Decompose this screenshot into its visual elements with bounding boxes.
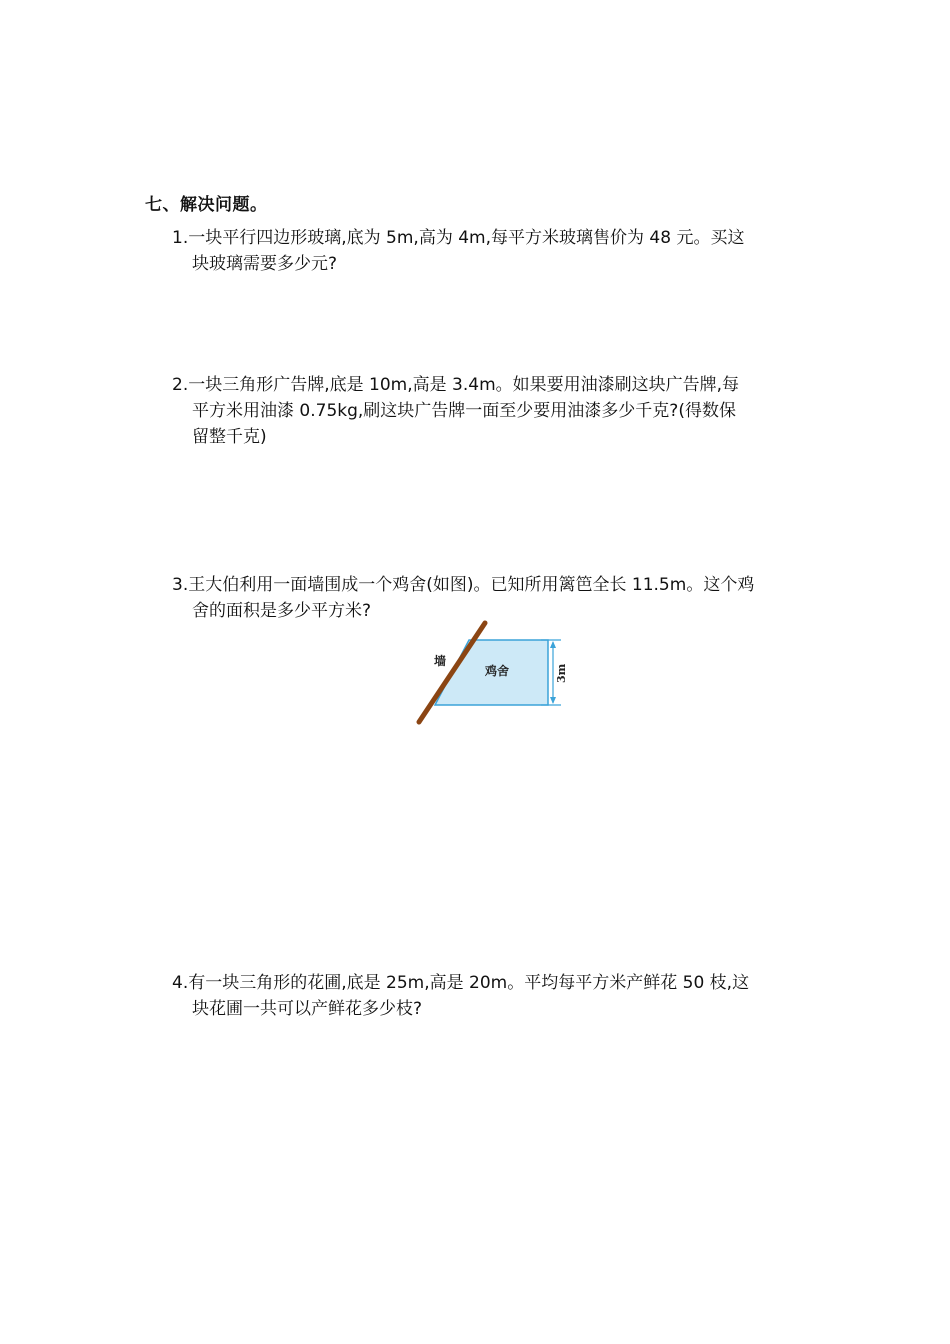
problem-4-number: 4. <box>172 973 189 993</box>
problem-3-number: 3. <box>172 575 189 595</box>
wall-label: 墙 <box>434 654 447 668</box>
problem-2-line-3: 留整千克) <box>192 427 267 447</box>
coop-label: 鸡舍 <box>485 664 510 678</box>
height-arrow-up <box>550 641 556 648</box>
problem-3-line-2: 舍的面积是多少平方米? <box>192 601 372 621</box>
height-label: 3m <box>555 663 568 683</box>
problem-2-line-2: 平方米用油漆 0.75kg,刷这块广告牌一面至少要用油漆多少千克?(得数保 <box>192 401 736 421</box>
problem-1 <box>172 225 812 277</box>
problem-2 <box>172 372 812 450</box>
chicken-coop-figure <box>405 615 585 735</box>
problem-4-line-1 <box>172 970 812 996</box>
problem-3-line-1 <box>172 572 812 598</box>
problem-2-text-1: 一块三角形广告牌,底是 10m,高是 3.4m。如果要用油漆刷这块广告牌,每 <box>188 375 740 395</box>
section-title: 七、解决问题。 <box>145 195 268 215</box>
problem-4-text-1: 有一块三角形的花圃,底是 25m,高是 20m。平均每平方米产鲜花 50 枝,这 <box>188 973 750 993</box>
problem-2-number: 2. <box>172 375 189 395</box>
problem-1-text-1: 一块平行四边形玻璃,底为 5m,高为 4m,每平方米玻璃售价为 48 元。买这 <box>188 228 745 248</box>
problem-1-line-2: 块玻璃需要多少元? <box>192 254 338 274</box>
problem-3-text-1: 王大伯利用一面墙围成一个鸡舍(如图)。已知所用篱笆全长 11.5m。这个鸡 <box>188 575 755 595</box>
height-arrow-down <box>550 697 556 704</box>
problem-2-line-1 <box>172 372 812 398</box>
problem-1-number: 1. <box>172 228 189 248</box>
problem-4-line-2: 块花圃一共可以产鲜花多少枝? <box>192 999 423 1019</box>
problem-1-line-1 <box>172 225 812 251</box>
problem-4 <box>172 970 812 1022</box>
